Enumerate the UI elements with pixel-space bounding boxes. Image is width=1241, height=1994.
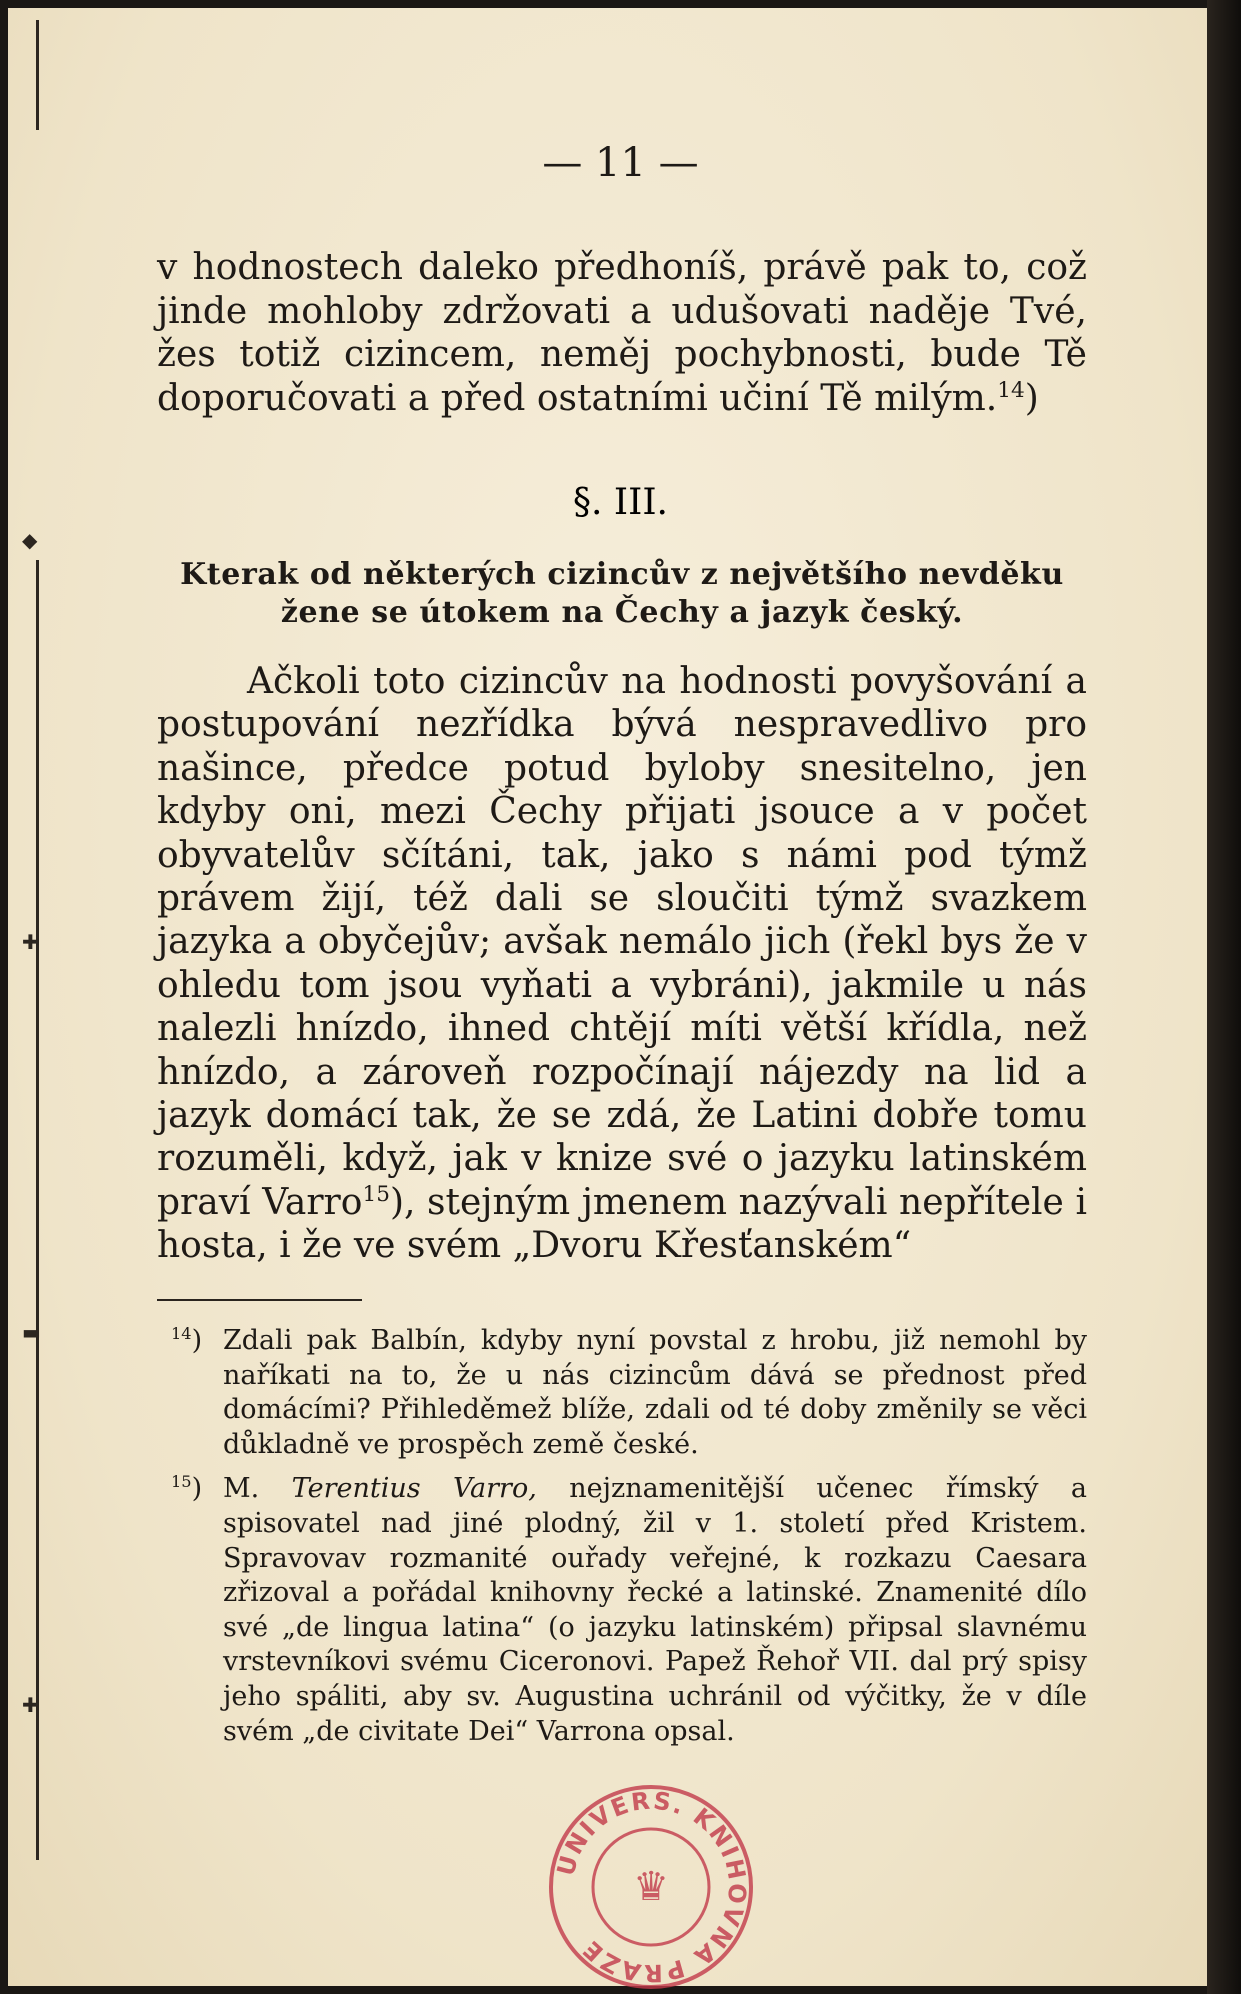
stamp-emblem: ♛ (633, 1864, 669, 1910)
binding-stitch-mark: ✚ (22, 930, 39, 954)
footnote-italic-name: Terentius Varro, (291, 1473, 537, 1505)
library-stamp (546, 1782, 756, 1992)
section-heading (157, 556, 1087, 632)
footnote-text: Zdali pak Balbín, kdyby nyní povstal z hrobu, již nemohl by naříkati na to, že u nás cizincům dává se přednost před domácími? Přihleděmež blíže, zdali od té doby změnily se věci důkladně ve prospěch země české. (223, 1325, 1087, 1460)
binding-stitch-mark: ▬ (22, 1320, 41, 1344)
main-paragraph-text: Ačkoli toto cizincův na hodnosti povyšování a postupování nezřídka bývá nespravedlivo pro našince, předce potud byloby snesitelno, jen kdyby oni, mezi Čechy přijati jsouce a v počet obyvatelův sčítáni, tak, jako s námi pod týmž právem žijí, též dali se sloučiti týmž svazkem jazyka a obyčejův; avšak nemálo jich (řekl bys že v ohledu tom jsou vyňati a vybráni), jakmile u nás nalezli hnízdo, ihned chtějí míti větší křídla, než hnízdo, a zároveň rozpočínají nájezdy na lid a jazyk domácí tak, že se zdá, že Latini dobře tomu rozuměli, když, jak v knize své o jazyku latinském praví Varro (157, 661, 1087, 1223)
main-paragraph (157, 660, 1087, 1268)
footnote-divider (157, 1299, 362, 1301)
footnote-ref-close: ) (389, 1181, 404, 1223)
binding-stitch-mark: ◆ (22, 528, 38, 552)
binding-thread (36, 560, 39, 1860)
section-heading-line-1: Kterak od některých cizincův z největšího nevděku (180, 557, 1064, 592)
opening-paragraph-text: v hodnostech daleko předhoníš, právě pak to, což jinde mohloby zdržovati a udušovati naděje Tvé, žes totiž cizincem, neměj pochybnosti, bude Tě doporučovati a před ostatními učiní Tě milým. (157, 247, 1087, 419)
main-paragraph-text-end: , stejným jmenem nazývali nepřítele i hosta, i že ve svém „Dvoru Křesťanském“ (157, 1181, 1087, 1267)
page-edge-shadow (1207, 0, 1241, 1994)
footnote-mark: $^{14}$) (171, 1324, 203, 1356)
footnote-mark: $^{15}$) (171, 1472, 203, 1505)
footnote-text: nejznamenitější učenec římský a spisovatel nad jiné plodný, žil v 1. století před Kristem. Spravovav rozmanité ouřady veřejné, k rozkazu Caesara zřizoval a pořádal knihovny řecké a latinské. Znamenité dílo své „de lingua latina“ (o jazyku latinském) připsal slavnému vrstevníkovi svému Ciceronovi. Papež Řehoř VII. dal prý spisy jeho spáliti, aby sv. Augustina uchránil od výčitky, že v díle svém „de civitate Dei“ Varrona opsal. (223, 1473, 1087, 1747)
footnote-ref-close: ) (1024, 377, 1039, 419)
stamp-text: UNIVERS. KNIHOVNA PRAZE (551, 1786, 752, 1988)
binding-thread (36, 20, 39, 130)
section-heading-line-2: žene se útokem na Čechy a jazyk český. (280, 595, 964, 630)
footnote-ref-14: 14 (997, 377, 1025, 403)
binding-stitch-mark: ✚ (22, 1693, 39, 1717)
footnote-15 (157, 1472, 1087, 1749)
opening-paragraph (157, 246, 1087, 420)
footnote-14 (157, 1324, 1087, 1462)
footnote-ref-15: 15 (362, 1181, 390, 1207)
section-number: §. III. (573, 482, 668, 523)
page-number: — 11 — (542, 140, 699, 186)
footnote-prefix: M. (223, 1473, 292, 1505)
footnotes (157, 1324, 1087, 1759)
